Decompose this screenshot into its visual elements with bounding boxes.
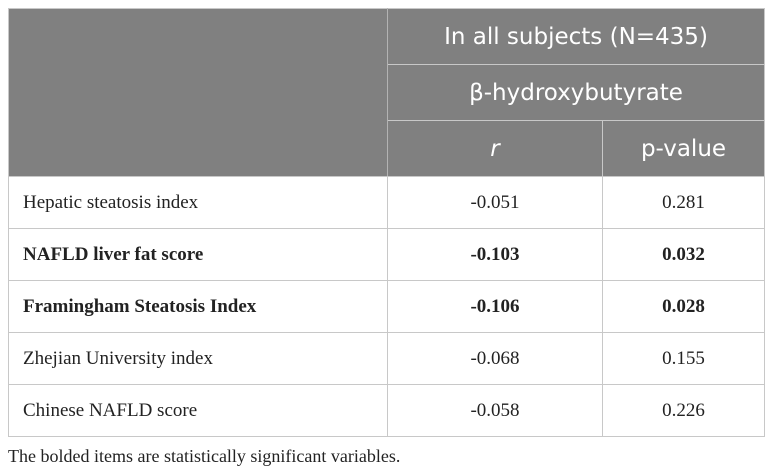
table-row [9,333,765,385]
header-blank-cell [9,9,388,177]
row-r-value: -0.058 [388,385,603,437]
header-subgroup-title: β-hydroxybutyrate [388,65,765,121]
table-row [9,385,765,437]
table-row [9,229,765,281]
row-p-value: 0.281 [603,177,765,229]
row-label: Zhejian University index [9,333,388,385]
correlation-table [8,8,765,437]
row-r-value: -0.068 [388,333,603,385]
row-label: Chinese NAFLD score [9,385,388,437]
row-r-value: -0.051 [388,177,603,229]
row-p-value: 0.226 [603,385,765,437]
row-label: Framingham Steatosis Index [9,281,388,333]
table-footnote: The bolded items are statistically significant variables. [8,446,401,466]
column-header-p-value: p-value [603,121,765,177]
row-r-value: -0.103 [388,229,603,281]
row-p-value: 0.032 [603,229,765,281]
header-row-group [9,9,765,65]
table-row [9,177,765,229]
header-group-title: In all subjects (N=435) [388,9,765,65]
row-p-value: 0.155 [603,333,765,385]
table-row [9,281,765,333]
column-header-r: r [388,121,603,177]
row-r-value: -0.106 [388,281,603,333]
row-p-value: 0.028 [603,281,765,333]
row-label: Hepatic steatosis index [9,177,388,229]
row-label: NAFLD liver fat score [9,229,388,281]
